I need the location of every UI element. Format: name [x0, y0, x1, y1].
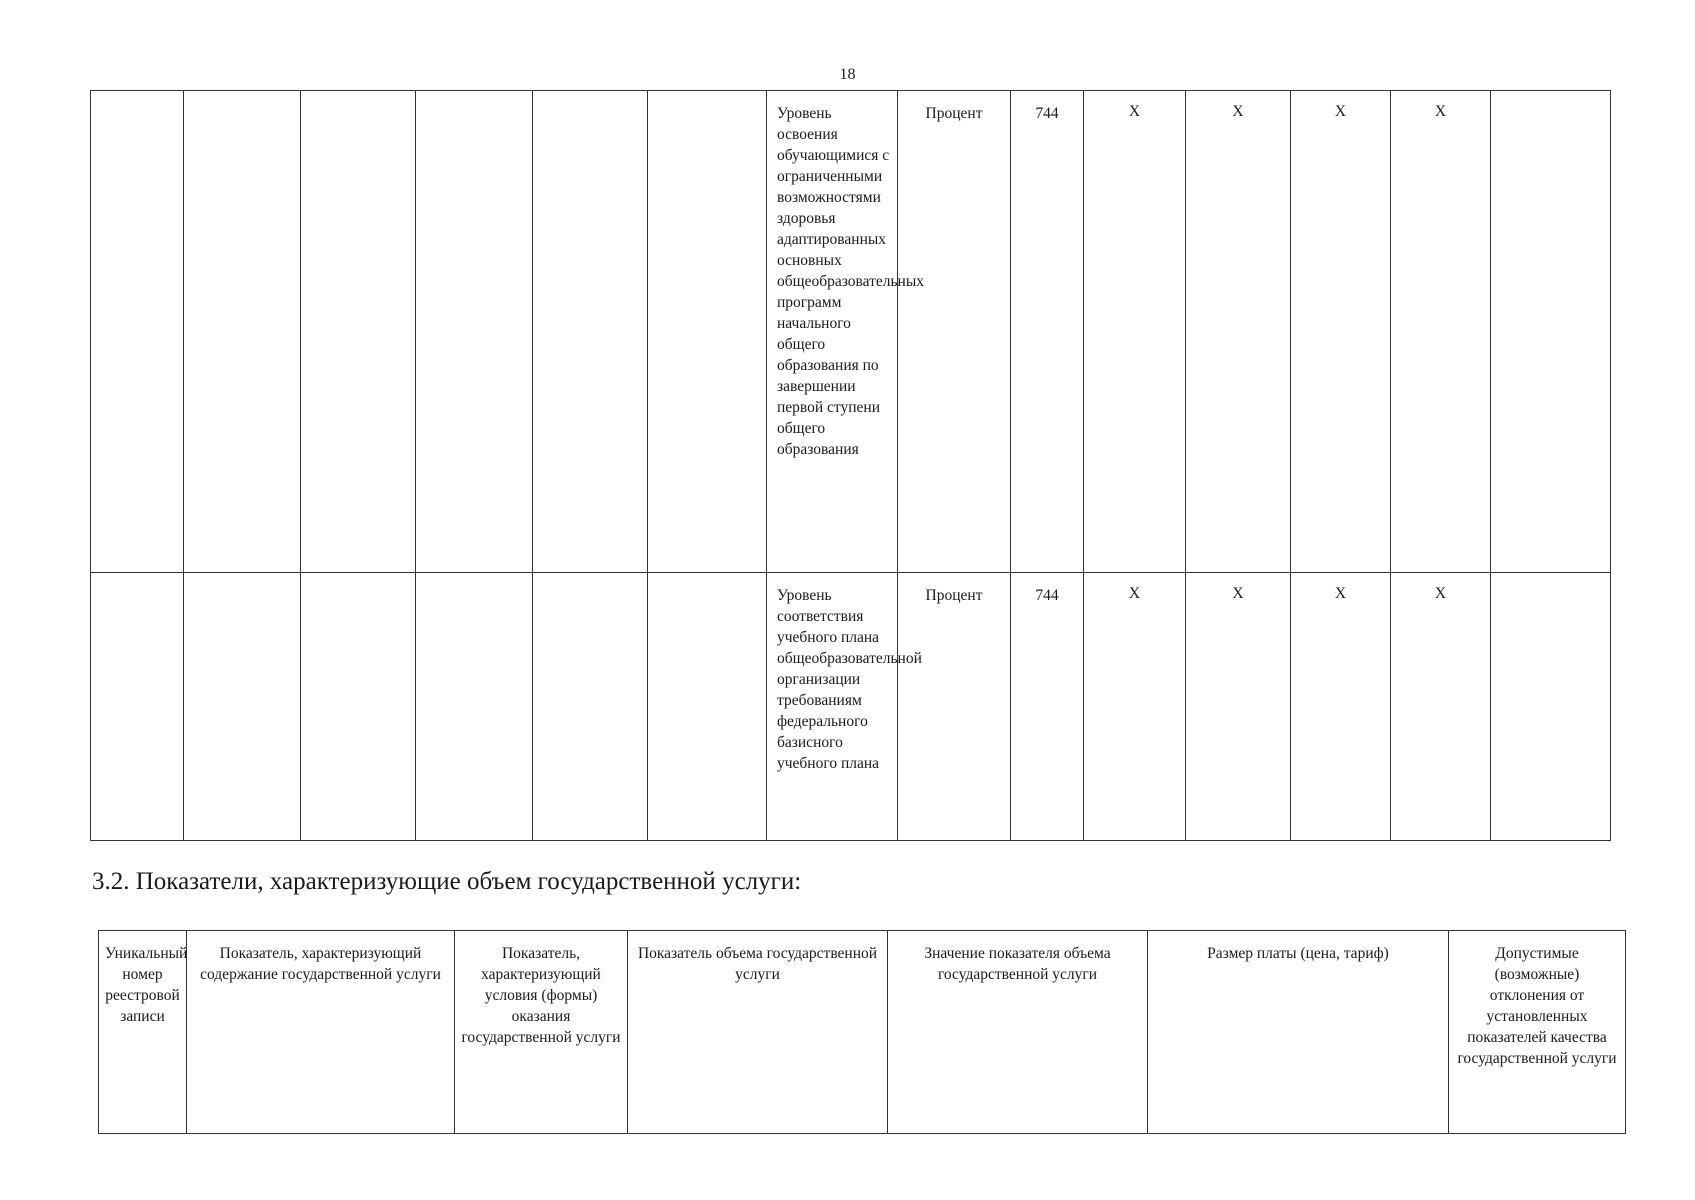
table-header-row — [99, 931, 1626, 1134]
empty-cell — [1491, 573, 1611, 841]
unit-code: 744 — [1011, 573, 1084, 841]
value-mark: X — [1391, 573, 1491, 841]
empty-cell — [184, 573, 301, 841]
indicator-name: Уровень соответствия учебного плана общеобразовательной организации требованиям федерального базисного учебного плана — [767, 573, 898, 841]
page-number: 18 — [839, 66, 856, 83]
volume-indicators-table — [98, 930, 1626, 1134]
empty-cell — [301, 91, 416, 573]
empty-cell — [648, 573, 767, 841]
empty-cell — [648, 91, 767, 573]
value-mark: X — [1186, 573, 1291, 841]
column-header: Значение показателя объема государственной услуги — [888, 931, 1148, 1134]
unit-of-measure: Процент — [898, 573, 1011, 841]
unit-of-measure: Процент — [898, 91, 1011, 573]
column-header: Показатель, характеризующий условия (формы) оказания государственной услуги — [455, 931, 628, 1134]
empty-cell — [533, 91, 648, 573]
table-row — [91, 573, 1611, 841]
empty-cell — [416, 91, 533, 573]
column-header: Показатель, характеризующий содержание государственной услуги — [187, 931, 455, 1134]
column-header: Уникальный номер реестровой записи — [99, 931, 187, 1134]
value-mark: X — [1291, 573, 1391, 841]
value-mark: X — [1084, 573, 1186, 841]
value-mark: X — [1391, 91, 1491, 573]
value-mark: X — [1291, 91, 1391, 573]
empty-cell — [533, 573, 648, 841]
column-header: Показатель объема государственной услуги — [628, 931, 888, 1134]
section-heading: 3.2. Показатели, характеризующие объем государственной услуги: — [92, 868, 802, 895]
empty-cell — [91, 573, 184, 841]
value-mark: X — [1084, 91, 1186, 573]
value-mark: X — [1186, 91, 1291, 573]
column-header: Допустимые (возможные) отклонения от установленных показателей качества государственной услуги — [1449, 931, 1626, 1134]
empty-cell — [91, 91, 184, 573]
table-row — [91, 91, 1611, 573]
indicator-name: Уровень освоения обучающимися с ограниченными возможностями здоровья адаптированных основных общеобразовательных программ начального общего образования по завершении первой ступени общего образования — [767, 91, 898, 573]
empty-cell — [301, 573, 416, 841]
empty-cell — [184, 91, 301, 573]
empty-cell — [1491, 91, 1611, 573]
empty-cell — [416, 573, 533, 841]
quality-indicators-table — [90, 90, 1611, 841]
column-header: Размер платы (цена, тариф) — [1148, 931, 1449, 1134]
unit-code: 744 — [1011, 91, 1084, 573]
